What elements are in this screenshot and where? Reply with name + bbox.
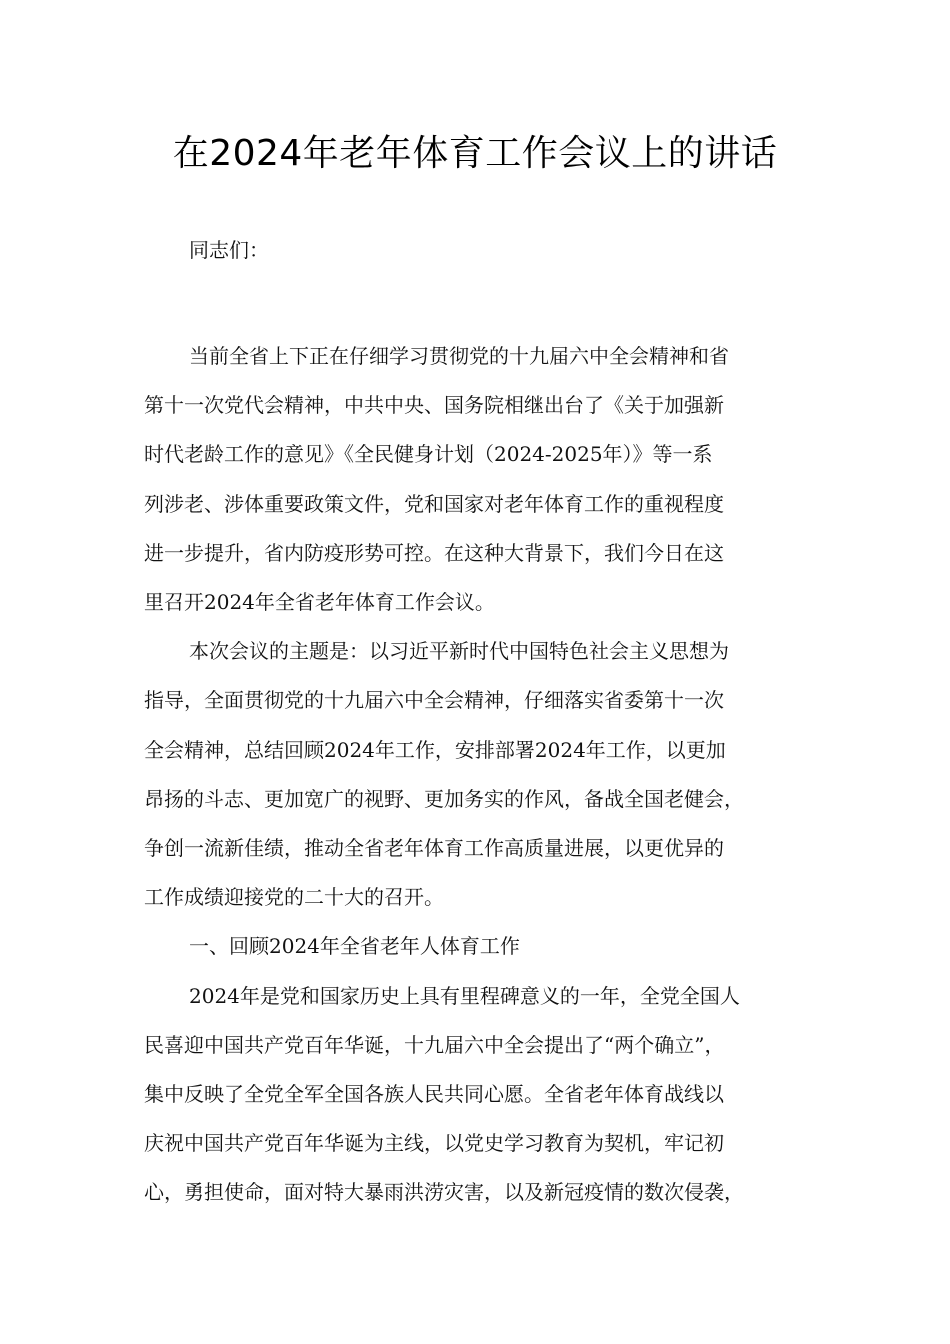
paragraph-review: 2024年是党和国家历史上具有里程碑意义的一年，全党全国人 民喜迎中国共产党百年华诞，十九届六中全会提出了“两个确立”， 集中反映了全党全军全国各族人民共同心愿。全省老年体育战线以 庆祝中国共产党百年华诞为主线，以党史学习教育为契机，牢记初 心，勇担使命，面对特大暴雨洪涝灾害，以及新冠疫情的数次侵袭， [144, 983, 744, 1205]
salutation: 同志们： [189, 238, 269, 262]
document-title: 在2024年老年体育工作会议上的讲话 [172, 133, 778, 174]
paragraph-theme: 本次会议的主题是：以习近平新时代中国特色社会主义思想为 指导，全面贯彻党的十九届六中全会精神，仔细落实省委第十一次 全会精神，总结回顾2024年工作，安排部署2024年工作，以更加 昂扬的斗志、更加宽广的视野、更加务实的作风，备战全国老健会， 争创一流新佳绩，推动全省老年体育工作高质量进展，以更优异的 工作成绩迎接党的二十大的召开。 [144, 639, 744, 910]
paragraph-context: 当前全省上下正在仔细学习贯彻党的十九届六中全会精神和省 第十一次党代会精神，中共中央、国务院相继出台了《关于加强新 时代老龄工作的意见》《全民健身计划（2024-2025年）》等一系 列涉老、涉体重要政策文件，党和国家对老年体育工作的重视程度 进一步提升，省内防疫形势可控。在这种大背景下，我们今日在这 里召开2024年全省老年体育工作会议。 [144, 344, 729, 615]
document-body [144, 332, 824, 1218]
section-heading: 一、回顾2024年全省老年人体育工作 [189, 934, 520, 959]
